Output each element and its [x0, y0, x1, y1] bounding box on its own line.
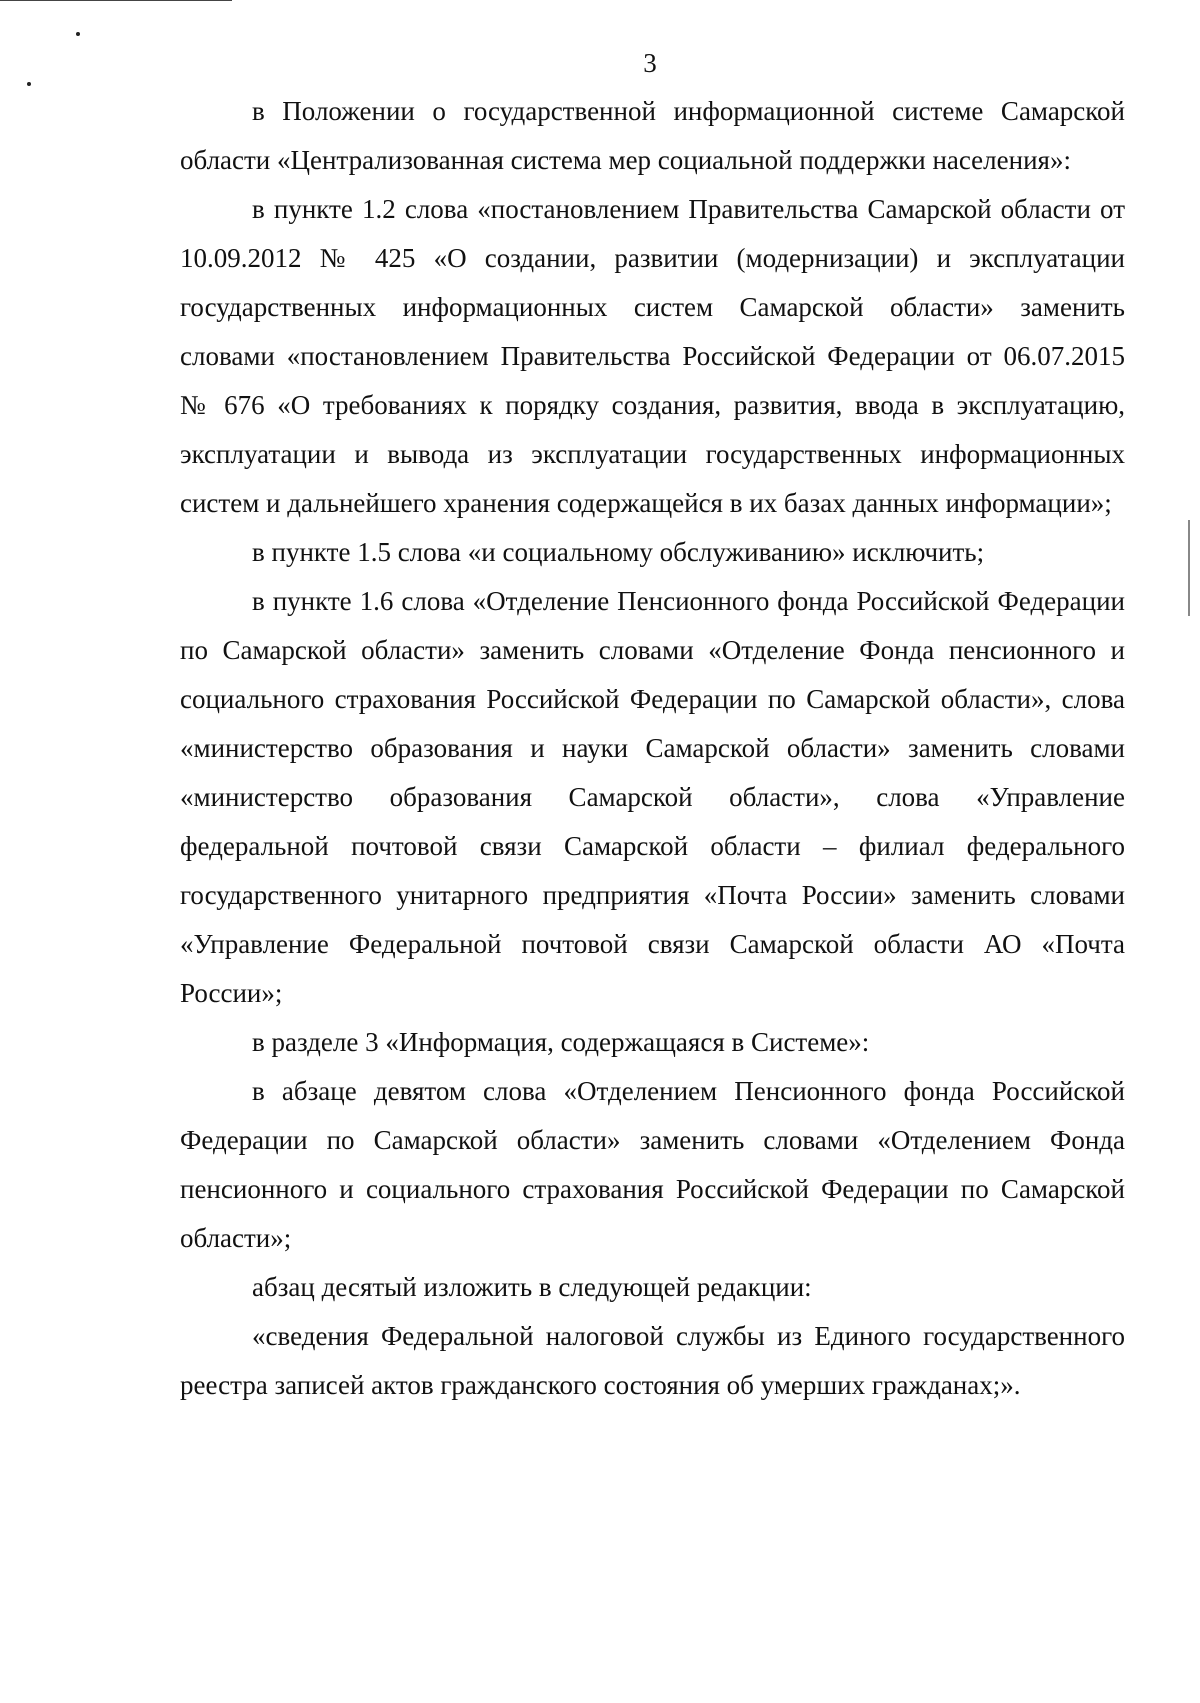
scan-speck: [76, 32, 80, 36]
paragraph-new-wording: «сведения Федеральной налоговой службы из Единого государственного реестра записей актов гражданского состояния об умерших гражданах;».: [180, 1321, 1125, 1400]
page-number: 3: [643, 48, 657, 78]
paragraph-regulation-intro: в Положении о государственной информационной системе Самарской области «Централизованная система мер социальной поддержки населения»:: [180, 96, 1125, 175]
paragraph-abzac-10-intro: абзац десятый изложить в следующей редакции:: [252, 1272, 812, 1302]
scan-speck: [27, 82, 31, 86]
paragraph-clause-1-5: в пункте 1.5 слова «и социальному обслуживанию» исключить;: [252, 537, 985, 567]
scan-edge-mark: [1188, 520, 1190, 616]
paragraph-clause-1-6: в пункте 1.6 слова «Отделение Пенсионного фонда Российской Федерации по Самарской области» заменить словами «Отделение Фонда пенсионного и социального страхования Российской Федерации по Самарской области», слова «министерство образования и науки Самарской области» заменить словами «министерство образования Самарской области», слова «Управление федеральной почтовой связи Самарской области – филиал федерального государственного унитарного предприятия «Почта России» заменить словами «Управление Федеральной почтовой связи Самарской области АО «Почта России»;: [180, 586, 1125, 1008]
paragraph-abzac-9: в абзаце девятом слова «Отделением Пенсионного фонда Российской Федерации по Самарской области» заменить словами «Отделением Фонда пенсионного и социального страхования Российской Федерации по Самарской области»;: [180, 1076, 1125, 1253]
document-body: [180, 87, 1125, 1410]
paragraph-section-3: в разделе 3 «Информация, содержащаяся в Системе»:: [252, 1027, 870, 1057]
scan-edge-line: [0, 0, 232, 1]
paragraph-clause-1-2: в пункте 1.2 слова «постановлением Правительства Самарской области от 10.09.2012 № 425 «О создании, развитии (модернизации) и эксплуатации государственных информационных систем Самарской области» заменить словами «постановлением Правительства Российской Федерации от 06.07.2015 № 676 «О требованиях к порядку создания, развития, ввода в эксплуатацию, эксплуатации и вывода из эксплуатации государственных информационных систем и дальнейшего хранения содержащейся в их базах данных информации»;: [180, 194, 1125, 518]
